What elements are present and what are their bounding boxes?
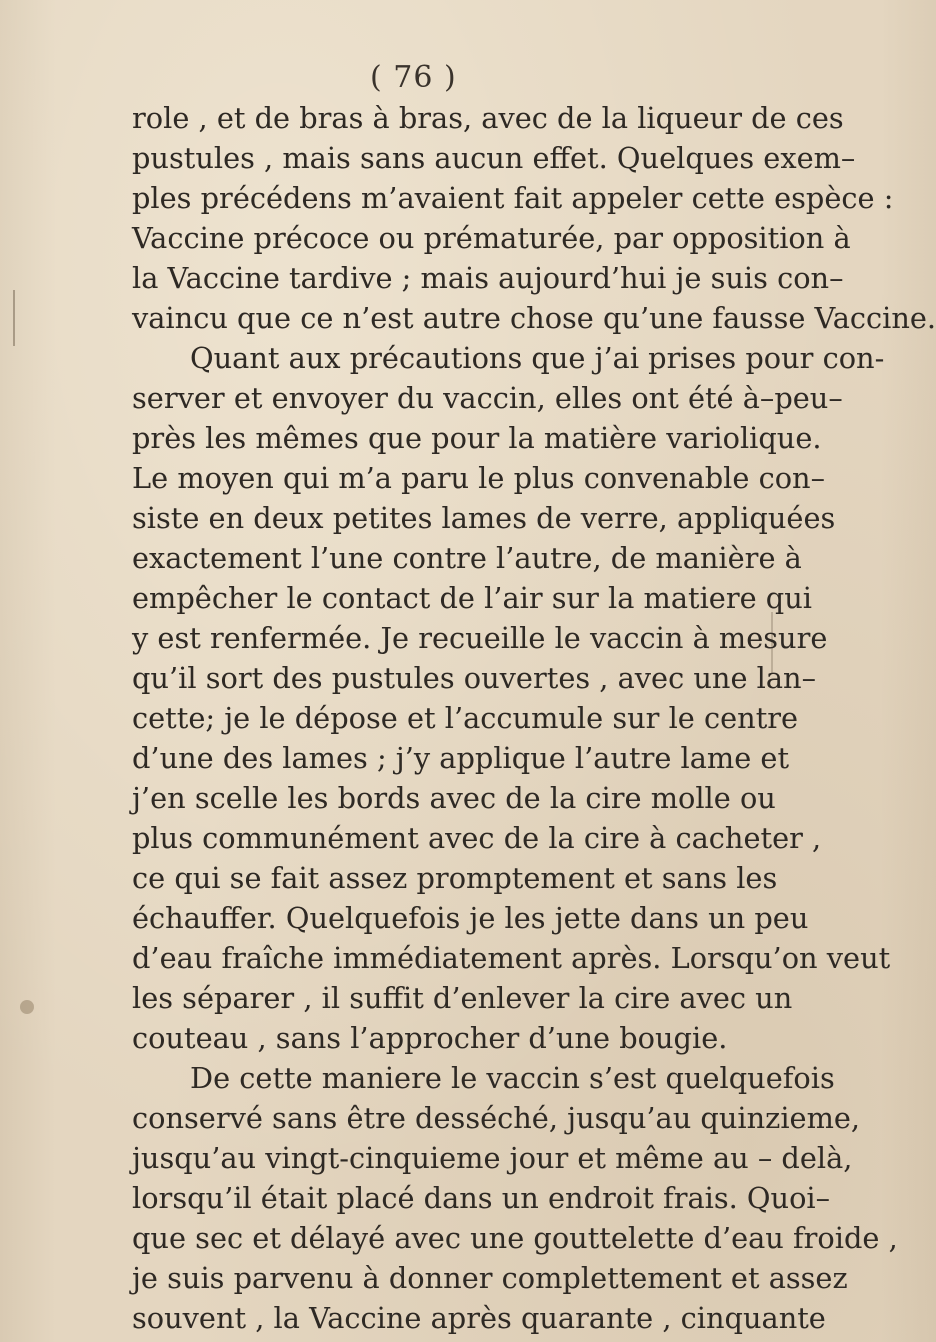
text-line: lorsqu’il était placé dans un endroit frais. Quoi– — [132, 1181, 831, 1215]
text-line: y est renfermée. Je recueille le vaccin à mesure — [132, 621, 828, 655]
text-line: role , et de bras à bras, avec de la liqueur de ces — [132, 101, 844, 135]
text-line: j’en scelle les bords avec de la cire molle ou — [132, 781, 776, 815]
margin-mark — [13, 290, 15, 346]
text-line: échauffer. Quelquefois je les jette dans un peu — [132, 901, 809, 935]
text-line: d’une des lames ; j’y applique l’autre lame et — [132, 741, 790, 775]
text-line: ples précédens m’avaient fait appeler cette espèce : — [132, 181, 894, 215]
text-line: conservé sans être desséché, jusqu’au quinzieme, — [132, 1101, 861, 1135]
text-line: je suis parvenu à donner complettement et assez — [132, 1261, 848, 1295]
text-line: jusqu’au vingt-cinquieme jour et même au – delà, — [132, 1141, 853, 1175]
text-line: plus communément avec de la cire à cacheter , — [132, 821, 822, 855]
text-line: Vaccine précoce ou prématurée, par opposition à — [132, 221, 851, 255]
text-line: souvent , la Vaccine après quarante , cinquante — [132, 1301, 826, 1335]
text-line: près les mêmes que pour la matière variolique. — [132, 421, 822, 455]
text-line: vaincu que ce n’est autre chose qu’une fausse Vaccine. — [132, 301, 936, 335]
text-line: d’eau fraîche immédiatement après. Lorsqu’on veut — [132, 941, 891, 975]
text-line: exactement l’une contre l’autre, de manière à — [132, 541, 802, 575]
paper-stain — [20, 1000, 34, 1014]
text-line: Le moyen qui m’a paru le plus convenable con– — [132, 461, 825, 495]
page-number: ( 76 ) — [370, 60, 457, 95]
text-line: la Vaccine tardive ; mais aujourd’hui je suis con– — [132, 261, 844, 295]
paragraph-first-line: Quant aux précautions que j’ai prises pour con- — [190, 341, 885, 375]
text-line: empêcher le contact de l’air sur la matiere qui — [132, 581, 812, 615]
text-line: qu’il sort des pustules ouvertes , avec une lan– — [132, 661, 816, 695]
text-line: server et envoyer du vaccin, elles ont été à–peu– — [132, 381, 843, 415]
paragraph-first-line: De cette maniere le vaccin s’est quelquefois — [190, 1061, 835, 1095]
text-line: siste en deux petites lames de verre, appliquées — [132, 501, 836, 535]
text-line: les séparer , il suffit d’enlever la cire avec un — [132, 981, 793, 1015]
text-line: couteau , sans l’approcher d’une bougie. — [132, 1021, 728, 1055]
text-line: cette; je le dépose et l’accumule sur le centre — [132, 701, 799, 735]
text-line: que sec et délayé avec une gouttelette d’eau froide , — [132, 1221, 898, 1255]
text-line: pustules , mais sans aucun effet. Quelques exem– — [132, 141, 856, 175]
text-line: ce qui se fait assez promptement et sans les — [132, 861, 778, 895]
